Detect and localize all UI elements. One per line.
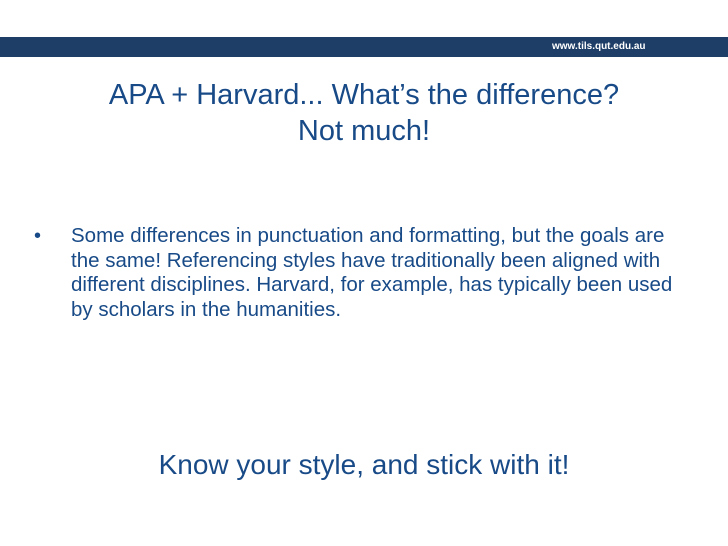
bullet-item [34,224,694,322]
slide-title-line-1: APA + Harvard... What’s the difference? [108,79,620,111]
slide-title-line-2: Not much! [297,115,431,147]
website-url: www.tils.qut.edu.au [552,41,646,52]
bullet-text: Some differences in punctuation and formatting, but the goals are the same! Referencing styles have traditionally been aligned with different disciplines. Harvard, for example, has typically been used by scholars in the humanities. [71,224,673,321]
tagline: Know your style, and stick with it! [158,449,570,480]
bullet-icon: • [34,225,42,247]
header-bar [0,37,728,57]
slide-title [0,77,728,149]
